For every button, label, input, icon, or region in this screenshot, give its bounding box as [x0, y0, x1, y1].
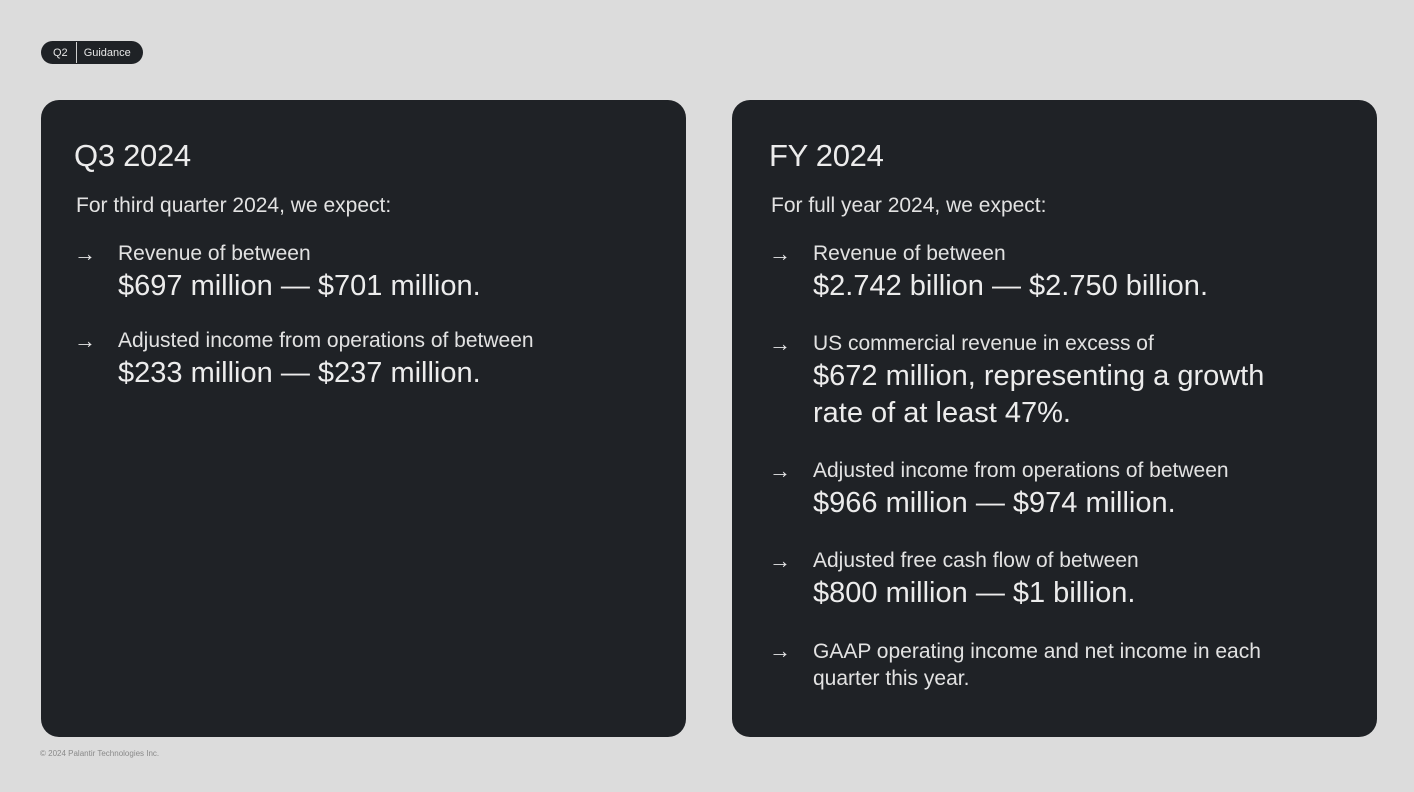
copyright-footer: © 2024 Palantir Technologies Inc. — [40, 749, 160, 758]
arrow-right-icon: → — [769, 458, 791, 483]
fy-guidance-list — [769, 241, 1377, 692]
item-value: $2.742 billion — $2.750 billion. — [813, 270, 1208, 302]
list-item — [769, 331, 1377, 432]
item-label: Revenue of between — [813, 242, 1006, 265]
item-label: Adjusted income from operations of between — [813, 459, 1229, 482]
tag-divider — [76, 42, 77, 63]
tag-quarter: Q2 — [53, 46, 68, 59]
list-item — [769, 638, 1377, 692]
item-value: $697 million — $701 million. — [118, 270, 481, 302]
item-label: US commercial revenue in excess of — [813, 332, 1154, 355]
section-tag — [41, 41, 143, 64]
q3-guidance-list — [74, 241, 686, 392]
arrow-right-icon: → — [74, 241, 96, 266]
arrow-right-icon: → — [769, 638, 791, 663]
fy-guidance-card — [732, 100, 1377, 737]
arrow-right-icon: → — [769, 331, 791, 356]
list-item — [769, 458, 1377, 522]
arrow-right-icon: → — [769, 548, 791, 573]
list-item — [769, 241, 1377, 305]
q3-intro: For third quarter 2024, we expect: — [76, 194, 392, 217]
arrow-right-icon: → — [769, 241, 791, 266]
item-value: $966 million — $974 million. — [813, 487, 1176, 519]
list-item — [74, 241, 686, 305]
q3-guidance-card — [41, 100, 686, 737]
item-value: $233 million — $237 million. — [118, 357, 481, 389]
item-label: Adjusted free cash flow of between — [813, 549, 1139, 572]
fy-intro: For full year 2024, we expect: — [771, 194, 1047, 217]
item-value: $800 million — $1 billion. — [813, 577, 1136, 609]
item-value: $672 million, representing a growth rate of at least 47%. — [813, 360, 1265, 429]
item-label: Adjusted income from operations of between — [118, 329, 534, 352]
arrow-right-icon: → — [74, 328, 96, 353]
list-item — [769, 548, 1377, 612]
list-item — [74, 328, 686, 392]
q3-title: Q3 2024 — [74, 138, 191, 173]
item-label: GAAP operating income and net income in each quarter this year. — [813, 640, 1261, 690]
item-label: Revenue of between — [118, 242, 311, 265]
fy-title: FY 2024 — [769, 138, 884, 173]
tag-label: Guidance — [83, 46, 131, 59]
